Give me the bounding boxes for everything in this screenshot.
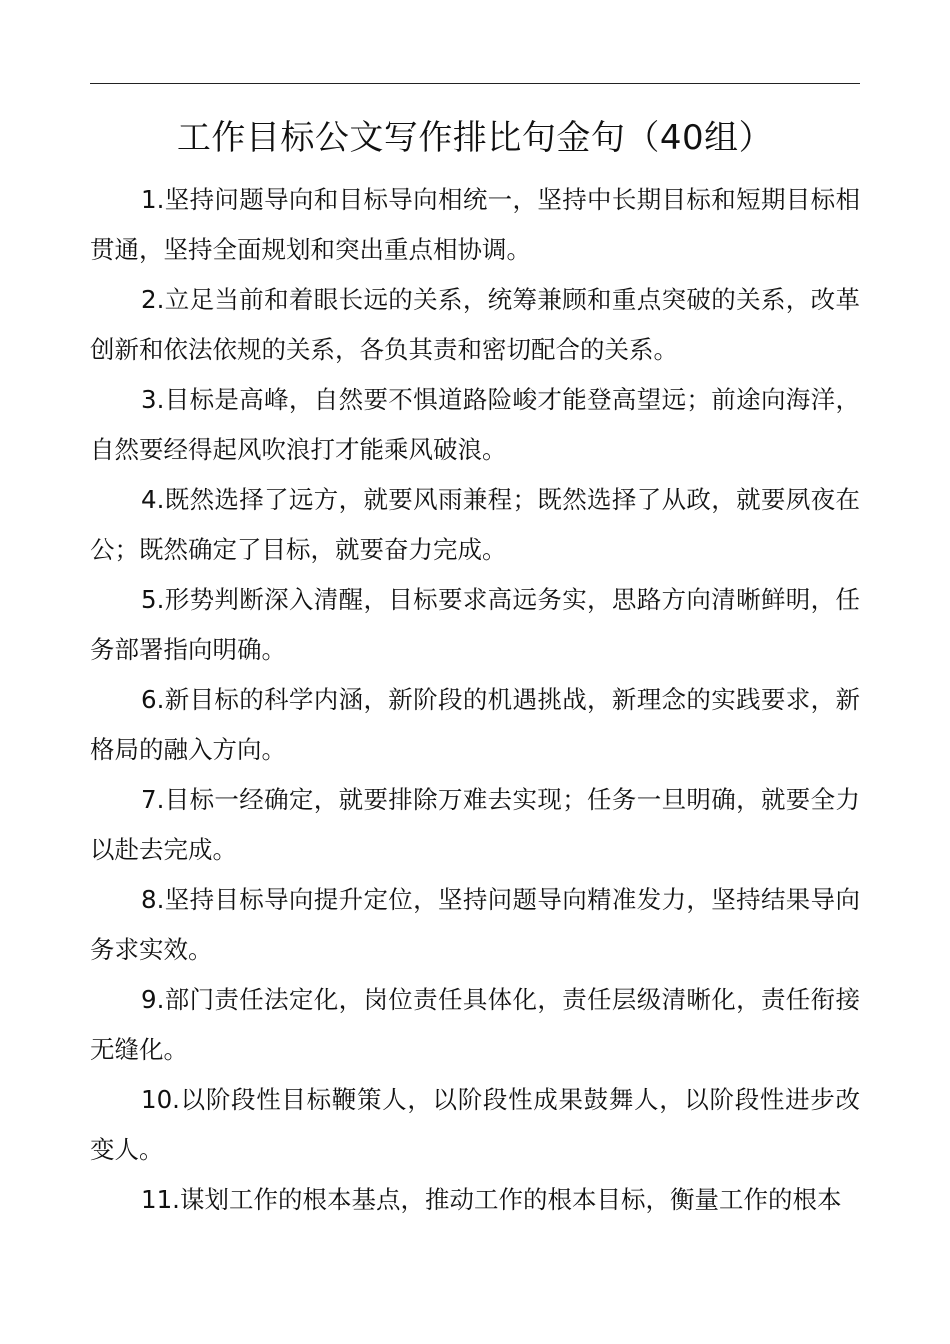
paragraph-9: 9.部门责任法定化，岗位责任具体化，责任层级清晰化，责任衔接无缝化。 [90,985,860,1064]
paragraph-4: 4.既然选择了远方，就要风雨兼程；既然选择了从政，就要夙夜在公；既然确定了目标，就要奋力完成。 [90,485,860,564]
paragraph-1: 1.坚持问题导向和目标导向相统一，坚持中长期目标和短期目标相贯通，坚持全面规划和突出重点相协调。 [90,185,860,264]
paragraph-11: 11.谋划工作的根本基点，推动工作的根本目标，衡量工作的根本 [141,1185,842,1214]
paragraph-5: 5.形势判断深入清醒，目标要求高远务实，思路方向清晰鲜明，任务部署指向明确。 [90,585,860,664]
header-rule [90,83,860,84]
paragraph-2: 2.立足当前和着眼长远的关系，统筹兼顾和重点突破的关系，改革创新和依法依规的关系，各负其责和密切配合的关系。 [90,285,860,364]
paragraph-3: 3.目标是高峰，自然要不惧道路险峻才能登高望远；前途向海洋，自然要经得起风吹浪打才能乘风破浪。 [90,385,860,464]
paragraph-7: 7.目标一经确定，就要排除万难去实现；任务一旦明确，就要全力以赴去完成。 [90,785,860,864]
document-title: 工作目标公文写作排比句金句（40组） [176,118,774,158]
paragraph-8: 8.坚持目标导向提升定位，坚持问题导向精准发力，坚持结果导向务求实效。 [90,885,860,964]
paragraph-10: 10.以阶段性目标鞭策人，以阶段性成果鼓舞人，以阶段性进步改变人。 [90,1085,860,1164]
paragraph-6: 6.新目标的科学内涵，新阶段的机遇挑战，新理念的实践要求，新格局的融入方向。 [90,685,860,764]
document-body [90,175,860,1225]
